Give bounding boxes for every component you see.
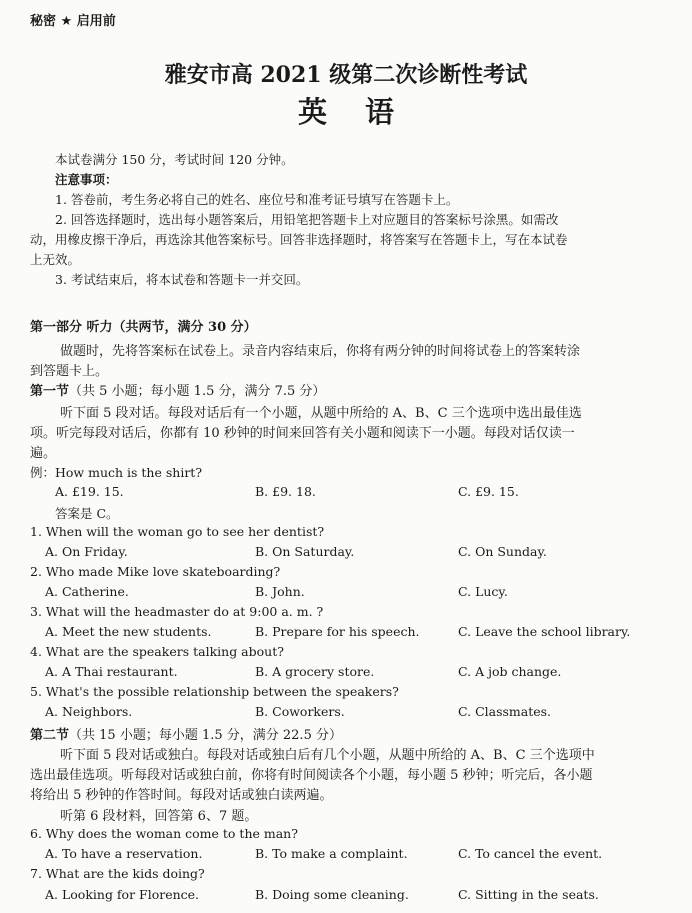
part1-desc-cont: 到答题卡上。 [30,364,109,379]
section2-desc-cont: 将给出 5 秒钟的作答时间。每段对话或独白读两遍。 [30,788,333,803]
section2-title: 第二节 [30,728,70,743]
question-2-option-a: A. Catherine. [45,584,129,599]
question-2: 2. Who made Mike love skateboarding? [30,564,281,579]
part1-heading: 第一部分 听力（共两节，满分 30 分） [30,320,257,335]
question-5: 5. What's the possible relationship between the speakers? [30,684,399,699]
question-3-option-c: C. Leave the school library. [458,624,631,639]
question-7-option-b: B. Doing some cleaning. [255,887,409,902]
question-5-option-a: A. Neighbors. [45,704,133,719]
section2-desc-cont: 选出最佳选项。听每段对话或独白前，你将有时间阅读各个小题，每小题 5 秒钟；听完后，各小题 [30,768,593,783]
notes-item-3: 3. 考试结束后，将本试卷和答题卡一并交回。 [55,272,309,287]
notes-item-2: 2. 回答选择题时，选出每小题答案后，用铅笔把答题卡上对应题目的答案标号涂黑。如需改 [55,212,559,227]
question-6-option-a: A. To have a reservation. [45,846,203,861]
section2-desc: 听下面 5 段对话或独白。每段对话或独白后有几个小题，从题中所给的 A、B、C 三个选项中 [60,748,595,763]
question-3-option-b: B. Prepare for his speech. [255,624,420,639]
notes-item-2-cont: 上无效。 [30,252,81,267]
question-7: 7. What are the kids doing? [30,866,205,881]
notes-heading: 注意事项： [55,172,118,187]
notes-item-2-cont: 动，用橡皮擦干净后，再选涂其他答案标号。回答非选择题时，将答案写在答题卡上，写在本试卷 [30,232,568,247]
section1-desc: 听下面 5 段对话。每段对话后有一个小题，从题中所给的 A、B、C 三个选项中选出最佳选 [60,406,582,421]
confidential-label: 秘密 ★ 启用前 [30,14,116,29]
section1-heading [30,380,325,399]
question-2-option-c: C. Lucy. [458,584,508,599]
question-4-option-c: C. A job change. [458,664,562,679]
question-1-option-b: B. On Saturday. [255,544,355,559]
question-3-option-a: A. Meet the new students. [45,624,212,639]
section2-material: 听第 6 段材料，回答第 6、7 题。 [60,809,258,824]
question-1: 1. When will the woman go to see her dentist? [30,524,325,539]
section2-detail: （共 15 小题；每小题 1.5 分，满分 22.5 分） [69,728,342,743]
question-4: 4. What are the speakers talking about? [30,644,284,659]
example-option-a: A. £19. 15. [55,484,124,499]
question-3: 3. What will the headmaster do at 9:00 a. m. ? [30,604,324,619]
question-2-option-b: B. John. [255,584,305,599]
question-4-option-a: A. A Thai restaurant. [45,664,178,679]
question-6: 6. Why does the woman come to the man? [30,826,298,841]
section2-heading [30,724,342,743]
example-option-c: C. £9. 15. [458,484,519,499]
question-5-option-b: B. Coworkers. [255,704,345,719]
notes-intro: 本试卷满分 150 分，考试时间 120 分钟。 [55,152,294,167]
part1-desc: 做题时，先将答案标在试卷上。录音内容结束后，你将有两分钟的时间将试卷上的答案转涂 [60,344,581,359]
notes-item-1: 1. 答卷前，考生务必将自己的姓名、座位号和准考证号填写在答题卡上。 [55,192,459,207]
subject-title: 英语 [297,95,432,129]
question-5-option-c: C. Classmates. [458,704,552,719]
exam-title: 雅安市高 2021 级第二次诊断性考试 [164,62,528,88]
section1-detail: （共 5 小题；每小题 1.5 分，满分 7.5 分） [69,384,326,399]
question-4-option-b: B. A grocery store. [255,664,375,679]
question-1-option-c: C. On Sunday. [458,544,547,559]
example-option-b: B. £9. 18. [255,484,316,499]
question-6-option-b: B. To make a complaint. [255,846,408,861]
question-7-option-c: C. Sitting in the seats. [458,887,599,902]
example-answer: 答案是 C。 [55,506,119,521]
section1-desc-cont: 项。听完每段对话后，你都有 10 秒钟的时间来回答有关小题和阅读下一小题。每段对话仅读一 [30,426,575,441]
question-6-option-c: C. To cancel the event. [458,846,603,861]
question-1-option-a: A. On Friday. [45,544,128,559]
section1-desc-cont: 遍。 [30,446,57,461]
example-question: 例：How much is the shirt? [30,465,203,480]
question-7-option-a: A. Looking for Florence. [45,887,200,902]
section1-title: 第一节 [30,384,70,399]
